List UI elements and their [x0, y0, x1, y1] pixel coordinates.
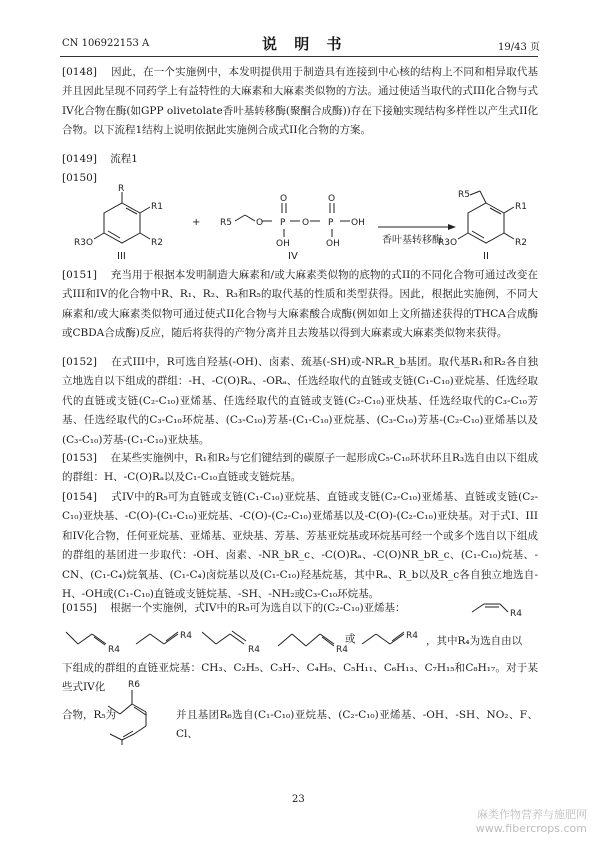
- plus-sign: +: [192, 217, 201, 228]
- atom-label: R3O: [74, 238, 94, 248]
- paragraph-0148: [62, 63, 538, 141]
- or-word: 或: [345, 633, 356, 645]
- r4-label: R4: [406, 631, 418, 641]
- paragraph-0155-clause: [426, 632, 540, 651]
- atom-label: OH: [326, 239, 340, 249]
- atom-label: R: [118, 184, 125, 194]
- page-number: 23: [292, 794, 305, 805]
- document-title: 说 明 书: [262, 35, 348, 53]
- atom-label: O: [256, 218, 264, 228]
- compound-label-ii: II: [483, 251, 489, 262]
- r6-label: R6: [128, 680, 140, 690]
- reaction-scheme-figure: [60, 183, 540, 263]
- scheme-title: 流程1: [110, 153, 138, 165]
- r4-label: R4: [510, 609, 522, 619]
- paragraph-text: 在某些实施例中，R₁和R₂与它们键结到的碳原子一起形成C₅-C₁₀环状环且R₃选自由以下组成的群组：H、-C(O)Rₐ以及C₁-C₁₀直链或支链烷基。: [62, 452, 538, 484]
- structure-r5-option-1-figure: [470, 596, 540, 620]
- paragraph-tag: [0149]: [62, 153, 97, 165]
- atom-label: P: [280, 218, 286, 228]
- paragraph-0154: [62, 488, 538, 604]
- structure-r5-options-figure: [62, 622, 432, 658]
- paragraph-text: 并且基团R₆选自(C₁-C₁₀)亚烷基、(C₂-C₁₀)亚烯基、-OH、-SH、NO₂、F、Cl、: [176, 709, 538, 741]
- paragraph-0149: [62, 150, 538, 169]
- atom-label: O: [302, 218, 310, 228]
- r4-label: R4: [336, 645, 348, 655]
- atom-label: R5: [220, 218, 232, 228]
- reaction-scheme: [60, 183, 540, 263]
- patent-number: CN 106922153 A: [62, 38, 150, 49]
- header-rule: [60, 56, 538, 57]
- paragraph-tag: [0155]: [62, 602, 97, 614]
- watermark-url: www.fibercrops.com: [475, 822, 587, 835]
- paragraph-text: 下组成的群组的直链亚烷基：CH₃、C₂H₅、C₃H₇、C₄H₉、C₅H₁₁、C₆H₁₃、C₇H₁₅和C₈H₁₇。对于某些式IV化: [62, 662, 538, 694]
- paragraph-0151: [62, 266, 538, 344]
- arrow-enzyme-label: 香叶基转移酶: [382, 235, 442, 246]
- atom-label: R1: [151, 202, 163, 212]
- atom-label: P: [328, 218, 334, 228]
- r4-label: R4: [248, 645, 260, 655]
- compound-label-iii: III: [117, 251, 126, 262]
- paragraph-text: 式IV中的R₅可为直链或支链(C₁-C₁₀)亚烷基、直链或支链(C₂-C₁₀)亚烯基、直链或支链(C₂-C₁₀)亚炔基、-C(O)-(C₁-C₁₀)亚烷基、-C(O)-(C₂-C₁₀)亚烯基以及-C(O)-(C₂-C₁₀)亚炔基。对于式I、III和IV化合物，任何亚烷基、亚烯基、亚炔基、芳基、芳基亚烷基或环烷基可经一个或多个选自以下组成的群组的基团进一步取代：-OH、卤素、-NR_bR_c、-C(O)Rₐ、-C(O)NR_bR_c、(C₁-C₁₀)烷基、-CN、(C₁-C₄)烷氧基、(C₁-C₄)卤烷基以及(C₁-C₁₀)羟基烷基，其中Rₐ、R_b以及R_c各自独立地选自-H、-OH或(C₁-C₁₀)直链或支链烷基、-SH、-NH₂或C₃-C₁₀环烷基。: [62, 491, 538, 601]
- atom-label: O: [328, 194, 336, 204]
- structure-r5-options-row: [62, 622, 432, 658]
- structure-r6-terpene: [104, 676, 178, 746]
- paragraph-text: ，其中R₄为选自由以: [426, 635, 523, 647]
- paragraph-tag: [0152]: [62, 356, 97, 368]
- atom-label: OH: [276, 239, 290, 249]
- paragraph-text: 合物，R₅为: [62, 709, 117, 721]
- paragraph-0155-intro: [62, 599, 538, 618]
- paragraph-0153: [62, 449, 538, 488]
- r4-label: R4: [108, 645, 120, 655]
- atom-label: R5: [458, 190, 470, 200]
- structure-r6-terpene-figure: [104, 676, 178, 746]
- atom-label: O: [280, 194, 288, 204]
- paragraph-text: 因此，在一个实施例中，本发明提供用于制造具有连接到中心核的结构上不同和相异取代基并且因此呈现不同药学上有益特性的大麻素和大麻素类似物的方法。通过使适当取代的式III化合物与式IV化合物在酶(如GPP olivetolate香叶基转移酶(聚酮合成酶))存在下接触实现结构多样性以产生式II化合物。以下流程1结构上说明依据此实施例合成式II化合物的方案。: [62, 66, 538, 137]
- paragraph-text: 根据一个实施例，式IV中的R₅可为选自以下的(C₂-C₁₀)亚烯基：: [110, 602, 406, 614]
- page-reference: 19/43 页: [498, 42, 540, 53]
- paragraph-tag: [0150]: [62, 172, 97, 184]
- paragraph-tag: [0154]: [62, 491, 97, 503]
- atom-label: R3O: [438, 238, 458, 248]
- atom-label: R2: [515, 238, 527, 248]
- paragraph-text: 充当用于根据本发明制造大麻素和/或大麻素类似物的底物的式II的不同化合物可通过改变在式III和IV的化合物中R、R₁、R₂、R₃和R₅的取代基的性质和类型获得。因此，根据此实施例，不同大麻素和/或大麻素类似物可通过使式II化合物与大麻素酸合成酶(例如如上文所描述获得的THCA合成酶或CBDA合成酶)反应，随后将获得的产物分离并且去羧基以得到大麻素或大麻素类似物来获得。: [62, 269, 538, 340]
- atom-label: R1: [515, 202, 527, 212]
- paragraph-tag: [0153]: [62, 452, 97, 464]
- paragraph-tag: [0148]: [62, 66, 97, 78]
- atom-label: OH: [351, 218, 365, 228]
- paragraph-0155-r6-text: [176, 706, 538, 745]
- structure-r5-option-1: [470, 596, 540, 620]
- paragraph-text: 在式III中，R可选自羟基(-OH)、卤素、巯基(-SH)或-NRₐR_b基团。取代基R₁和R₂各自独立地选自以下组成的群组：-H、-C(O)Rₐ、-ORₐ、任选经取代的直链或支链(C₁-C₁₀)亚烷基、任选经取代的直链或支链(C₂-C₁₀)亚烯基、任选经取代的直链或支链(C₂-C₁₀)亚炔基、任选经取代的C₃-C₁₀芳基、任选经取代的C₃-C₁₀环烷基、(C₃-C₁₀)芳基-(C₁-C₁₀)亚烷基、(C₃-C₁₀)芳基-(C₂-C₁₀)亚烯基以及(C₃-C₁₀)芳基-(C₁-C₁₀)亚炔基。: [62, 356, 538, 446]
- r4-label: R4: [180, 631, 192, 641]
- paragraph-0152: [62, 353, 538, 450]
- atom-label: R2: [151, 238, 163, 248]
- compound-label-iv: IV: [288, 251, 298, 262]
- paragraph-tag: [0151]: [62, 269, 97, 281]
- watermark-text: 麻类作物营养与施肥网: [477, 808, 587, 821]
